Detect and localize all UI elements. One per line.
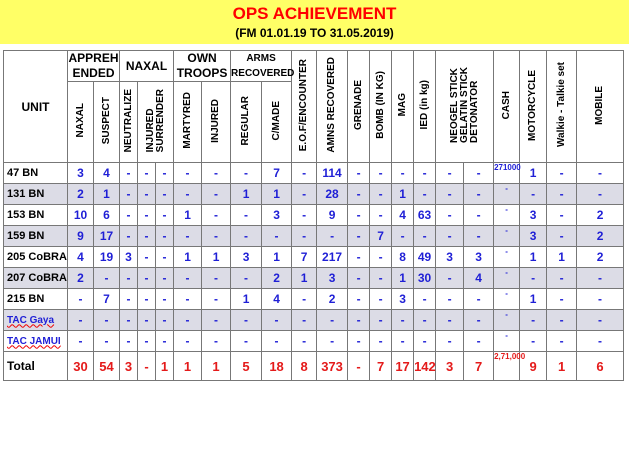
unit-cell: TAC JAMUI (4, 331, 68, 352)
cmade-cell: - (262, 331, 292, 352)
bomb-cell: - (370, 310, 392, 331)
cash-cell: 2,71,000 (494, 352, 520, 381)
cash-cell: - (494, 184, 520, 205)
ied-cell: 30 (414, 268, 436, 289)
cash-cell: - (494, 331, 520, 352)
neogel-cell: 3 (436, 352, 464, 381)
bomb-cell: 7 (370, 352, 392, 381)
eof-cell: - (292, 205, 317, 226)
mobile-cell: 2 (577, 226, 624, 247)
amns-cell: - (317, 226, 348, 247)
walkie-talkie-cell: - (547, 163, 577, 184)
mobile-cell: - (577, 310, 624, 331)
amns-cell: 3 (317, 268, 348, 289)
naxal-cell: 10 (68, 205, 94, 226)
injured-troops-cell: - (202, 226, 231, 247)
motorcycle-cell: - (520, 331, 547, 352)
suspect-cell: 7 (94, 289, 120, 310)
neutralize-header: NEUTRALIZE (120, 82, 138, 163)
regular-cell: - (231, 205, 262, 226)
suspect-cell: 19 (94, 247, 120, 268)
cash-cell: - (494, 247, 520, 268)
detonator-cell: 3 (464, 247, 494, 268)
cmade-cell: 18 (262, 352, 292, 381)
injured-troops-cell: - (202, 289, 231, 310)
eof-cell: - (292, 163, 317, 184)
naxal-header: NAXAL (68, 82, 94, 163)
neutralize-cell: - (120, 184, 138, 205)
cash-cell: - (494, 268, 520, 289)
neutralize-cell: - (120, 205, 138, 226)
grenade-cell: - (348, 331, 370, 352)
table-row (4, 247, 624, 268)
grenade-header: GRENADE (348, 51, 370, 163)
motorcycle-cell: - (520, 310, 547, 331)
regular-header: REGULAR (231, 82, 262, 163)
suspect-cell: 54 (94, 352, 120, 381)
mag-cell: 17 (392, 352, 414, 381)
surrender-cell: - (156, 205, 174, 226)
table-row (4, 310, 624, 331)
mobile-cell: 6 (577, 352, 624, 381)
naxal-cell: 2 (68, 184, 94, 205)
martyred-cell: - (174, 184, 202, 205)
eof-cell: 8 (292, 352, 317, 381)
cmade-cell: 1 (262, 184, 292, 205)
table-row (4, 226, 624, 247)
naxal-cell: 3 (68, 163, 94, 184)
detonator-cell: - (464, 205, 494, 226)
walkie-talkie-cell: - (547, 310, 577, 331)
ied-cell: - (414, 289, 436, 310)
cmade-header: C/MADE (262, 82, 292, 163)
detonator-cell: - (464, 331, 494, 352)
neutralize-cell: 3 (120, 352, 138, 381)
neogel-cell: - (436, 184, 464, 205)
injured-troops-cell: 1 (202, 247, 231, 268)
surrender-cell: - (156, 163, 174, 184)
surrender-cell: 1 (156, 352, 174, 381)
mag-header: MAG (392, 51, 414, 163)
injured-cell: - (138, 247, 156, 268)
neogel-cell: - (436, 226, 464, 247)
unit-cell: TAC Gaya (4, 310, 68, 331)
mag-cell: 4 (392, 205, 414, 226)
neogel-cell: - (436, 163, 464, 184)
bomb-cell: - (370, 247, 392, 268)
bomb-cell: - (370, 184, 392, 205)
mag-cell: 1 (392, 268, 414, 289)
mobile-cell: - (577, 331, 624, 352)
neogel-cell: - (436, 331, 464, 352)
amns-cell: 28 (317, 184, 348, 205)
walkie-talkie-cell: 1 (547, 352, 577, 381)
neogel-cell: - (436, 268, 464, 289)
mag-cell: - (392, 310, 414, 331)
cmade-cell: 3 (262, 205, 292, 226)
martyred-cell: - (174, 289, 202, 310)
date-range: (FM 01.01.19 TO 31.05.2019) (235, 26, 394, 40)
ied-cell: 142 (414, 352, 436, 381)
unit-cell: 47 BN (4, 163, 68, 184)
suspect-cell: 1 (94, 184, 120, 205)
cmade-cell: - (262, 310, 292, 331)
table-row (4, 205, 624, 226)
injured-cell: - (138, 163, 156, 184)
regular-cell: - (231, 268, 262, 289)
table-row (4, 331, 624, 352)
grenade-cell: - (348, 268, 370, 289)
mobile-cell: 2 (577, 205, 624, 226)
suspect-cell: - (94, 268, 120, 289)
cmade-cell: 7 (262, 163, 292, 184)
surrender-cell: - (156, 184, 174, 205)
motorcycle-cell: 1 (520, 163, 547, 184)
bomb-cell: - (370, 289, 392, 310)
naxal-cell: - (68, 289, 94, 310)
mobile-cell: - (577, 184, 624, 205)
motorcycle-cell: 9 (520, 352, 547, 381)
injured-troops-cell: - (202, 205, 231, 226)
mag-cell: 3 (392, 289, 414, 310)
unit-cell: Total (4, 352, 68, 381)
suspect-header: SUSPECT (94, 82, 120, 163)
walkie-talkie-cell: - (547, 268, 577, 289)
mobile-header: MOBILE (577, 51, 624, 163)
martyred-cell: - (174, 163, 202, 184)
cmade-cell: 2 (262, 268, 292, 289)
own-troops-group-header: OWN TROOPS (174, 51, 231, 82)
unit-header: UNIT (4, 51, 68, 163)
detonator-cell: - (464, 184, 494, 205)
martyred-header: MARTYRED (174, 82, 202, 163)
suspect-cell: - (94, 310, 120, 331)
amns-header: AMNS RECOVERED (317, 51, 348, 163)
regular-cell: - (231, 310, 262, 331)
table-row (4, 289, 624, 310)
surrender-cell: - (156, 331, 174, 352)
unit-cell: 205 CoBRA (4, 247, 68, 268)
bomb-cell: 7 (370, 226, 392, 247)
bomb-header: BOMB (IN KG) (370, 51, 392, 163)
amns-cell: 114 (317, 163, 348, 184)
mag-cell: - (392, 226, 414, 247)
cash-cell: - (494, 289, 520, 310)
unit-cell: 215 BN (4, 289, 68, 310)
ied-cell: - (414, 226, 436, 247)
eof-cell: - (292, 226, 317, 247)
eof-cell: - (292, 184, 317, 205)
neogel-cell: - (436, 289, 464, 310)
walkie-talkie-cell: - (547, 205, 577, 226)
amns-cell: - (317, 310, 348, 331)
injured-troops-cell: - (202, 331, 231, 352)
eof-cell: 1 (292, 268, 317, 289)
bomb-cell: - (370, 331, 392, 352)
naxal-cell: 2 (68, 268, 94, 289)
regular-cell: 5 (231, 352, 262, 381)
naxal-cell: 9 (68, 226, 94, 247)
motorcycle-cell: 1 (520, 289, 547, 310)
neogel-cell: - (436, 205, 464, 226)
mag-cell: - (392, 331, 414, 352)
neutralize-cell: - (120, 310, 138, 331)
table-row (4, 268, 624, 289)
regular-cell: 1 (231, 289, 262, 310)
injured-troops-cell: - (202, 268, 231, 289)
injured-header: INJURED (202, 82, 231, 163)
cash-header: CASH (494, 51, 520, 163)
walkie-talkie-header: Walkie - Talkie set (547, 51, 577, 163)
detonator-cell: - (464, 310, 494, 331)
motorcycle-cell: 1 (520, 247, 547, 268)
mag-cell: 8 (392, 247, 414, 268)
injured-cell: - (138, 268, 156, 289)
regular-cell: 1 (231, 184, 262, 205)
cmade-cell: - (262, 226, 292, 247)
walkie-talkie-cell: 1 (547, 247, 577, 268)
mobile-cell: - (577, 268, 624, 289)
ied-header: IED (in kg) (414, 51, 436, 163)
ied-cell: 63 (414, 205, 436, 226)
unit-cell: 153 BN (4, 205, 68, 226)
walkie-talkie-cell: - (547, 331, 577, 352)
surrender-cell: - (156, 310, 174, 331)
neutralize-cell: - (120, 289, 138, 310)
regular-cell: 3 (231, 247, 262, 268)
ied-cell: - (414, 184, 436, 205)
suspect-cell: - (94, 331, 120, 352)
amns-cell: 217 (317, 247, 348, 268)
injured-cell: - (138, 352, 156, 381)
naxal-cell: - (68, 310, 94, 331)
unit-cell: 159 BN (4, 226, 68, 247)
neutralize-cell: - (120, 226, 138, 247)
neogel-header: NEOGEL STICK GELATIN STICK DETONATOR (436, 51, 494, 163)
amns-cell: 2 (317, 289, 348, 310)
injured-cell: - (138, 331, 156, 352)
mobile-cell: - (577, 289, 624, 310)
amns-cell: 373 (317, 352, 348, 381)
eof-cell: - (292, 310, 317, 331)
mobile-cell: 2 (577, 247, 624, 268)
cmade-cell: 4 (262, 289, 292, 310)
injured-troops-cell: - (202, 163, 231, 184)
regular-cell: - (231, 226, 262, 247)
naxal-cell: - (68, 331, 94, 352)
ops-table (3, 50, 624, 381)
martyred-cell: 1 (174, 247, 202, 268)
walkie-talkie-cell: - (547, 226, 577, 247)
unit-cell: 131 BN (4, 184, 68, 205)
motorcycle-cell: - (520, 184, 547, 205)
grenade-cell: - (348, 352, 370, 381)
apprehended-group-header: APPREH ENDED (68, 51, 119, 80)
neogel-cell: - (436, 310, 464, 331)
naxal-cell: 4 (68, 247, 94, 268)
cmade-cell: 1 (262, 247, 292, 268)
injured-troops-cell: - (202, 310, 231, 331)
grenade-cell: - (348, 289, 370, 310)
motorcycle-cell: 3 (520, 226, 547, 247)
neogel-cell: 3 (436, 247, 464, 268)
surrender-cell: - (156, 289, 174, 310)
martyred-cell: - (174, 331, 202, 352)
grenade-cell: - (348, 184, 370, 205)
detonator-cell: 4 (464, 268, 494, 289)
regular-cell: - (231, 331, 262, 352)
injured-cell: - (138, 184, 156, 205)
header-banner (0, 0, 629, 44)
surrender-cell: - (156, 268, 174, 289)
grenade-cell: - (348, 163, 370, 184)
eof-cell: 7 (292, 247, 317, 268)
injured-surrender-header: INJURED SURRENDER (138, 82, 174, 163)
eof-header: E.O.F/ENCOUNTER (292, 51, 317, 163)
regular-cell: - (231, 163, 262, 184)
bomb-cell: - (370, 163, 392, 184)
amns-cell: - (317, 331, 348, 352)
grenade-cell: - (348, 226, 370, 247)
detonator-cell: - (464, 289, 494, 310)
ops-table-body (4, 163, 624, 381)
injured-troops-cell: 1 (202, 352, 231, 381)
neutralize-cell: - (120, 331, 138, 352)
table-row (4, 184, 624, 205)
injured-cell: - (138, 310, 156, 331)
ied-cell: - (414, 310, 436, 331)
naxal-cell: 30 (68, 352, 94, 381)
motorcycle-header: MOTORCYCLE (520, 51, 547, 163)
injured-cell: - (138, 289, 156, 310)
surrender-cell: - (156, 226, 174, 247)
detonator-cell: - (464, 163, 494, 184)
cash-cell: 271000 (494, 163, 520, 184)
bomb-cell: - (370, 205, 392, 226)
table-row (4, 163, 624, 184)
page-title: OPS ACHIEVEMENT (232, 4, 397, 23)
unit-cell: 207 CoBRA (4, 268, 68, 289)
grenade-cell: - (348, 310, 370, 331)
eof-cell: - (292, 331, 317, 352)
motorcycle-cell: 3 (520, 205, 547, 226)
suspect-cell: 4 (94, 163, 120, 184)
ied-cell: - (414, 331, 436, 352)
suspect-cell: 17 (94, 226, 120, 247)
injured-cell: - (138, 205, 156, 226)
ied-cell: - (414, 163, 436, 184)
martyred-cell: 1 (174, 352, 202, 381)
grenade-cell: - (348, 205, 370, 226)
naxal-group-header: NAXAL (120, 51, 174, 82)
martyred-cell: 1 (174, 205, 202, 226)
neutralize-cell: - (120, 268, 138, 289)
neutralize-cell: 3 (120, 247, 138, 268)
suspect-cell: 6 (94, 205, 120, 226)
martyred-cell: - (174, 310, 202, 331)
mag-cell: 1 (392, 184, 414, 205)
injured-cell: - (138, 226, 156, 247)
detonator-cell: 7 (464, 352, 494, 381)
injured-troops-cell: - (202, 184, 231, 205)
total-row (4, 352, 624, 381)
motorcycle-cell: - (520, 268, 547, 289)
martyred-cell: - (174, 268, 202, 289)
mobile-cell: - (577, 163, 624, 184)
grenade-cell: - (348, 247, 370, 268)
martyred-cell: - (174, 226, 202, 247)
amns-cell: 9 (317, 205, 348, 226)
arms-recovered-group-header: ARMS RECOVERED (231, 51, 292, 82)
bomb-cell: - (370, 268, 392, 289)
eof-cell: - (292, 289, 317, 310)
mag-cell: - (392, 163, 414, 184)
walkie-talkie-cell: - (547, 289, 577, 310)
cash-cell: - (494, 205, 520, 226)
cash-cell: - (494, 310, 520, 331)
detonator-cell: - (464, 226, 494, 247)
ied-cell: 49 (414, 247, 436, 268)
cash-cell: - (494, 226, 520, 247)
walkie-talkie-cell: - (547, 184, 577, 205)
neutralize-cell: - (120, 163, 138, 184)
surrender-cell: - (156, 247, 174, 268)
